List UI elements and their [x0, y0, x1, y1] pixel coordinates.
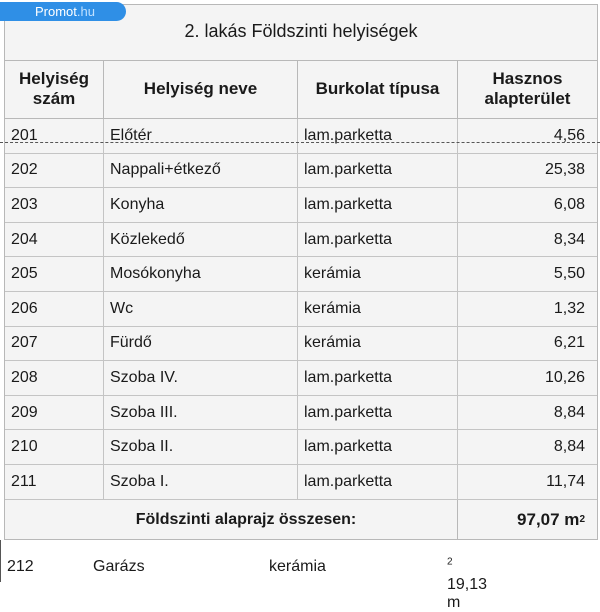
table-row: [5, 327, 597, 362]
room-number: 206: [11, 299, 38, 317]
room-name: Szoba IV.: [103, 361, 297, 395]
floor-type: lam.parketta: [297, 396, 457, 430]
table-row: [5, 223, 597, 258]
room-name: Fürdő: [103, 327, 297, 361]
table-row: [5, 119, 597, 154]
room-name: Szoba II.: [103, 430, 297, 464]
room-area: 4,56: [457, 119, 597, 153]
room-area: 1,32: [457, 292, 597, 326]
garage-row: [0, 540, 600, 611]
room-area: 10,26: [457, 361, 597, 395]
table-row: [5, 465, 597, 500]
room-number: 207: [11, 334, 38, 352]
room-name: Nappali+étkező: [103, 154, 297, 188]
floor-type: kerámia: [297, 292, 457, 326]
room-area: 8,84: [457, 430, 597, 464]
table-row: [5, 188, 597, 223]
room-area: 8,84: [457, 396, 597, 430]
header-usable-area: Hasznos alapterület: [457, 60, 597, 118]
room-name: Előtér: [103, 119, 297, 153]
table-title: 2. lakás Földszinti helyiségek: [5, 5, 597, 61]
room-area: 6,08: [457, 188, 597, 222]
floor-type: lam.parketta: [297, 223, 457, 257]
room-name: Mosókonyha: [103, 257, 297, 291]
floor-type: lam.parketta: [297, 361, 457, 395]
table-row: [5, 154, 597, 189]
dashed-cut-line: [0, 142, 600, 143]
floor-type: kerámia: [297, 327, 457, 361]
garage-name: Garázs: [93, 558, 145, 575]
total-value: 97,07 m 2: [457, 500, 597, 540]
garage-area: 19,13 m $^2$: [447, 556, 488, 611]
room-number: 208: [11, 368, 38, 386]
room-name: Szoba I.: [103, 465, 297, 499]
room-area: 5,50: [457, 257, 597, 291]
table-row: [5, 292, 597, 327]
table-header-row: [5, 60, 597, 119]
room-number: 202: [11, 161, 38, 179]
floor-type: lam.parketta: [297, 188, 457, 222]
floor-type: lam.parketta: [297, 430, 457, 464]
room-number: 203: [11, 195, 38, 213]
room-area: 8,34: [457, 223, 597, 257]
garage-number: 212: [7, 558, 34, 575]
header-room-name: Helyiség neve: [103, 60, 297, 118]
room-name: Szoba III.: [103, 396, 297, 430]
room-area: 6,21: [457, 327, 597, 361]
total-label: Földszinti alaprajz összesen:: [135, 511, 357, 528]
room-area: 25,38: [457, 154, 597, 188]
floor-type: kerámia: [297, 257, 457, 291]
room-number: 210: [11, 438, 38, 456]
total-row: [5, 500, 597, 540]
watermark-text: Promot.hu: [35, 4, 95, 19]
room-number: 205: [11, 265, 38, 283]
table-body: [5, 119, 597, 500]
room-number: 211: [11, 472, 37, 490]
floor-type: lam.parketta: [297, 154, 457, 188]
room-name: Közlekedő: [103, 223, 297, 257]
header-room-number: Helyiség szám: [19, 69, 89, 108]
table-row: [5, 396, 597, 431]
table-row: [5, 430, 597, 465]
room-number: 201: [11, 126, 38, 144]
table-row: [5, 361, 597, 396]
table-row: [5, 257, 597, 292]
room-name: Konyha: [103, 188, 297, 222]
floor-type: lam.parketta: [297, 465, 457, 499]
floor-type: lam.parketta: [297, 119, 457, 153]
header-floor-type: Burkolat típusa: [297, 60, 457, 118]
room-number: 204: [11, 230, 38, 248]
promot-watermark-badge: [0, 2, 126, 21]
room-area: 11,74: [457, 465, 597, 499]
garage-floor-type: kerámia: [269, 558, 326, 575]
room-number: 209: [11, 403, 38, 421]
rooms-table: [4, 4, 598, 540]
room-name: Wc: [103, 292, 297, 326]
